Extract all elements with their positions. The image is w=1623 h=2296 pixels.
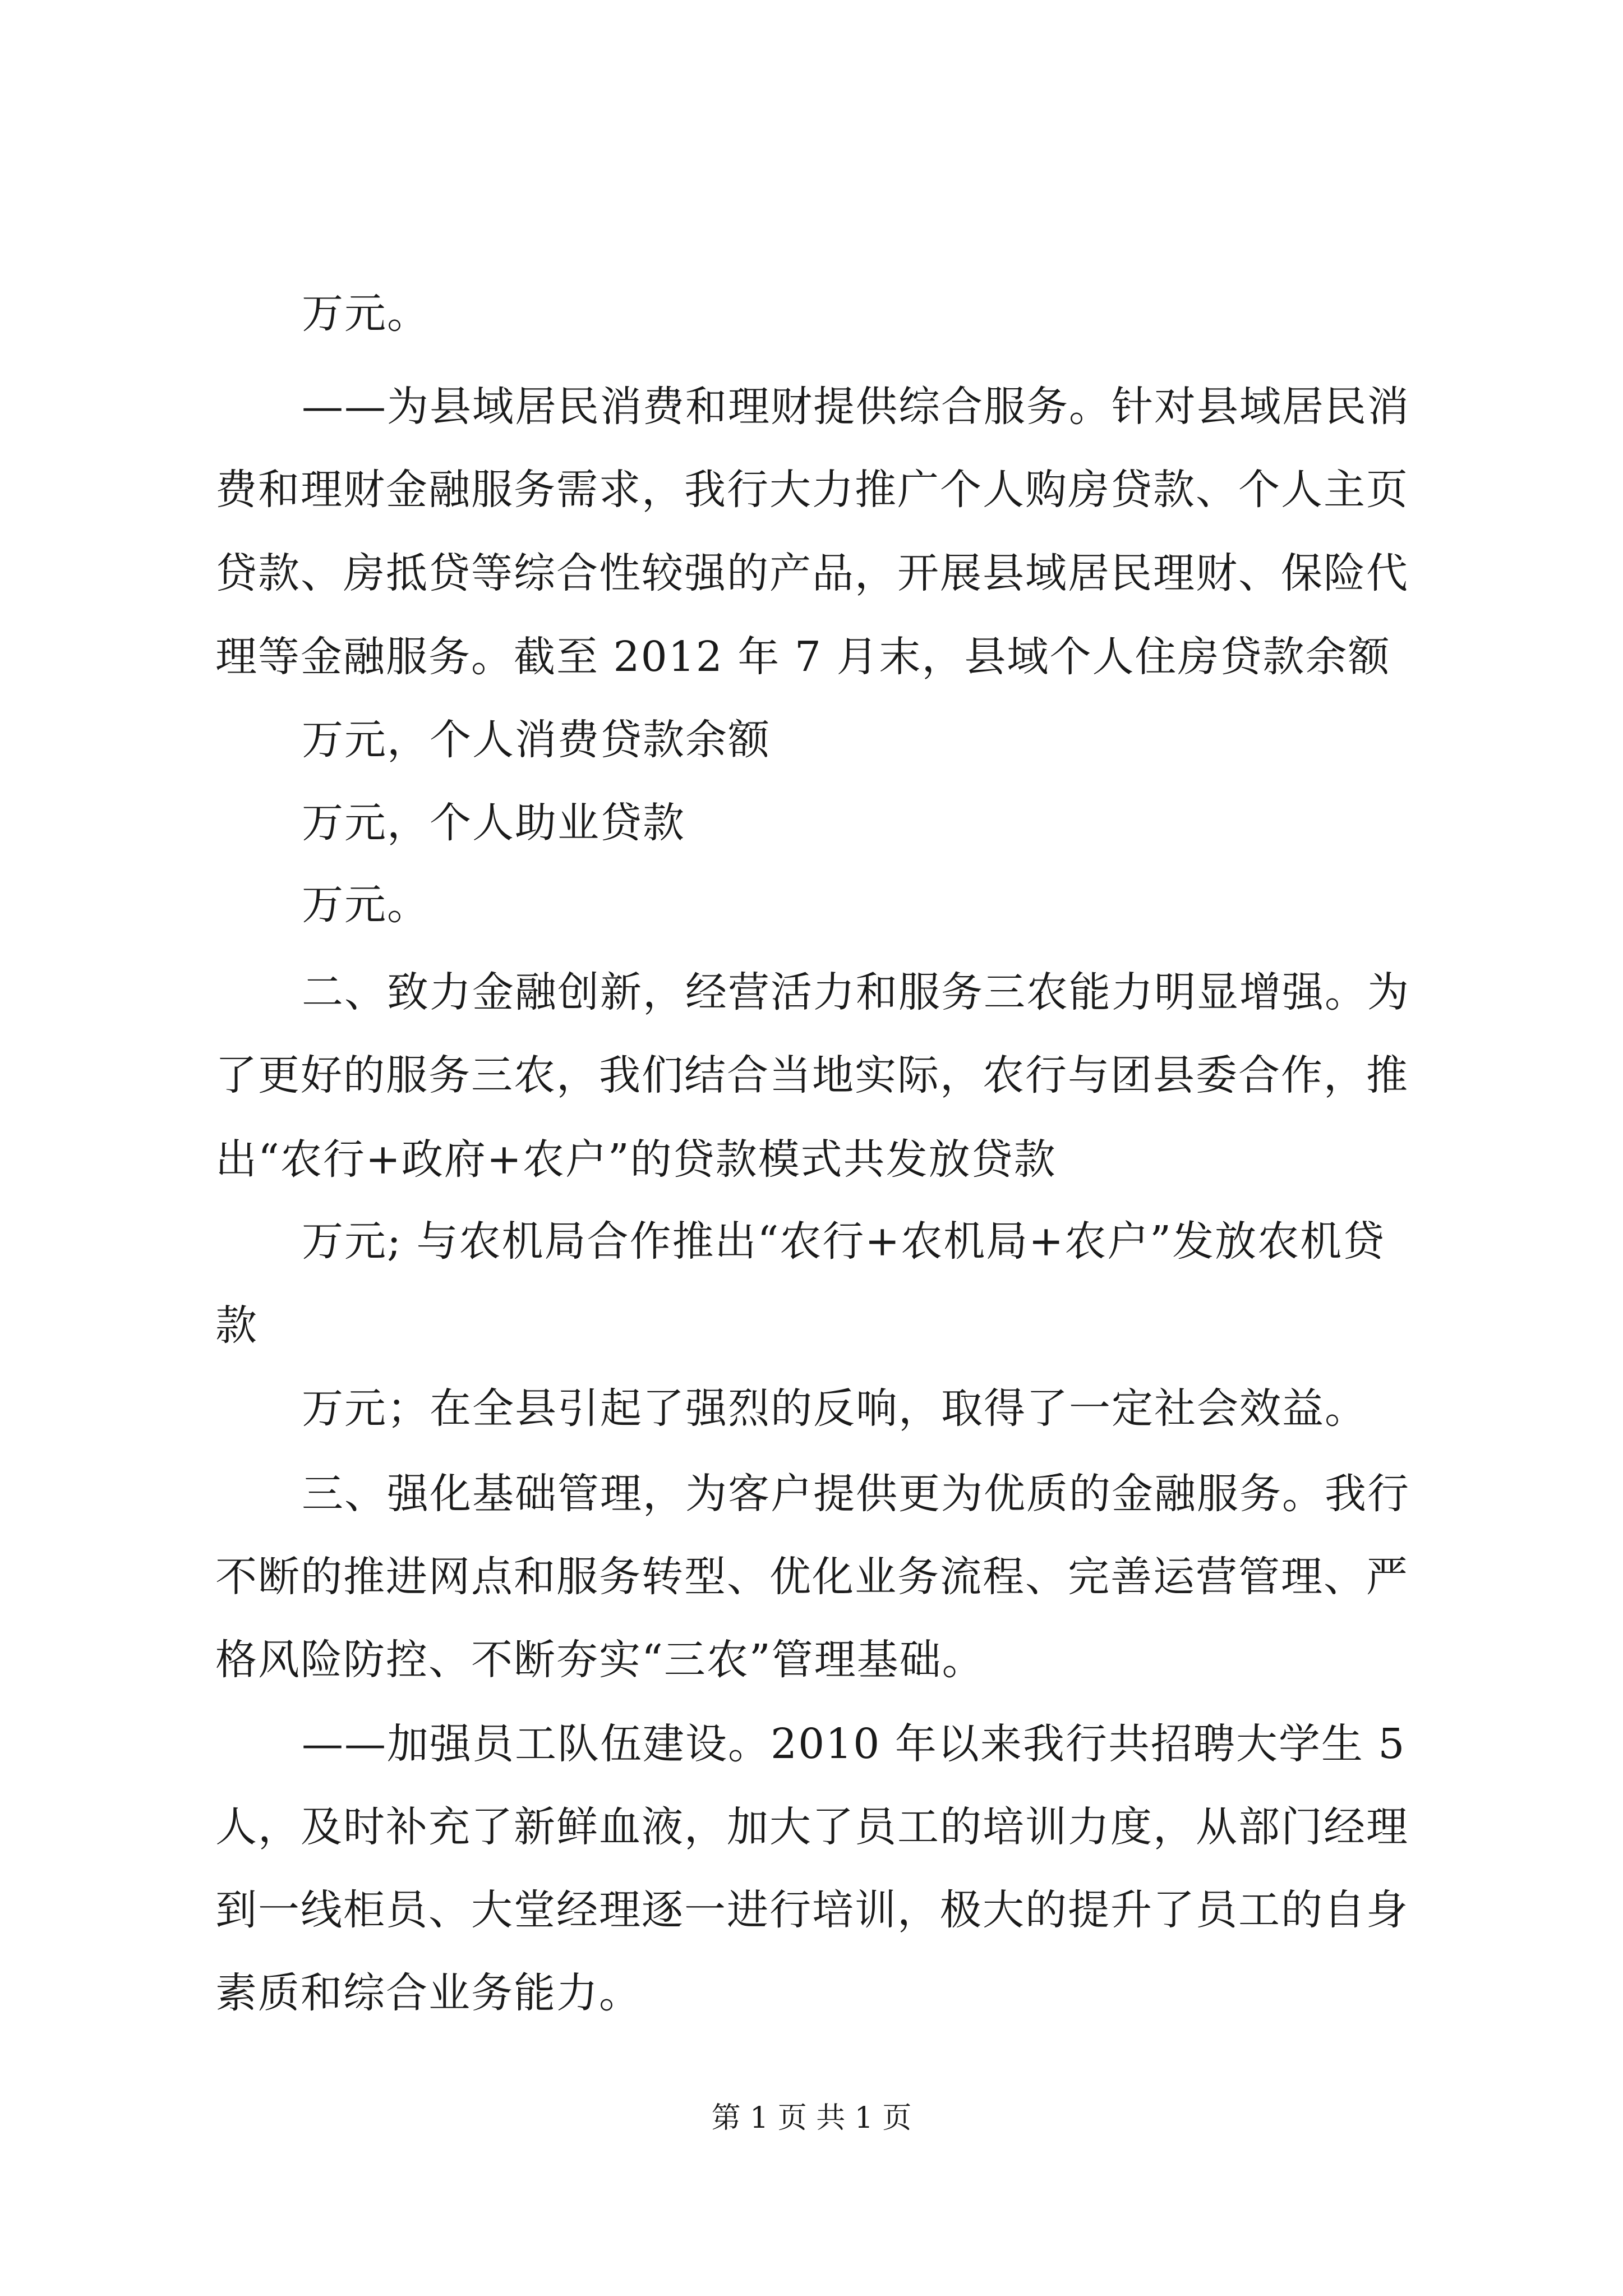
- text-line: 不断的推进网点和服务转型、优化业务流程、完善运营管理、严: [215, 1553, 1409, 1601]
- text-line: 格风险防控、不断夯实“三农”管理基础。: [215, 1636, 985, 1684]
- text-line: ——加强员工队伍建设。2010 年以来我行共招聘大学生 5: [302, 1720, 1406, 1768]
- text-line: 了更好的服务三农，我们结合当地实际，农行与团县委合作，推: [215, 1051, 1409, 1099]
- text-line: 万元。: [302, 881, 430, 929]
- text-line: ——为县域居民消费和理财提供综合服务。针对县域居民消: [302, 383, 1410, 431]
- text-line: 万元，个人助业贷款: [302, 799, 685, 847]
- text-line: 二、致力金融创新，经营活力和服务三农能力明显增强。为: [302, 968, 1410, 1016]
- page-footer: 第 1 页 共 1 页: [711, 2101, 912, 2135]
- text-line: 万元；在全县引起了强烈的反响，取得了一定社会效益。: [302, 1384, 1367, 1433]
- text-line: 素质和综合业务能力。: [215, 1969, 642, 2017]
- text-line: 万元，个人消费贷款余额: [302, 716, 771, 764]
- text-line: 贷款、房抵贷等综合性较强的产品，开展县域居民理财、保险代: [215, 549, 1409, 597]
- text-line: 费和理财金融服务需求，我行大力推广个人购房贷款、个人主页: [215, 466, 1409, 514]
- text-line: 人，及时补充了新鲜血液，加大了员工的培训力度，从部门经理: [215, 1803, 1409, 1851]
- text-line: 三、强化基础管理，为客户提供更为优质的金融服务。我行: [302, 1470, 1410, 1518]
- text-line: 出“农行+政府+农户”的贷款模式共发放贷款: [215, 1135, 1057, 1184]
- text-line: 款: [215, 1301, 258, 1350]
- text-line: 到一线柜员、大堂经理逐一进行培训，极大的提升了员工的自身: [215, 1886, 1409, 1934]
- text-line: 理等金融服务。截至 2012 年 7 月末，县域个人住房贷款余额: [215, 633, 1391, 681]
- text-line: 万元; 与农机局合作推出“农行+农机局+农户”发放农机贷: [302, 1217, 1386, 1266]
- text-line: 万元。: [302, 289, 430, 338]
